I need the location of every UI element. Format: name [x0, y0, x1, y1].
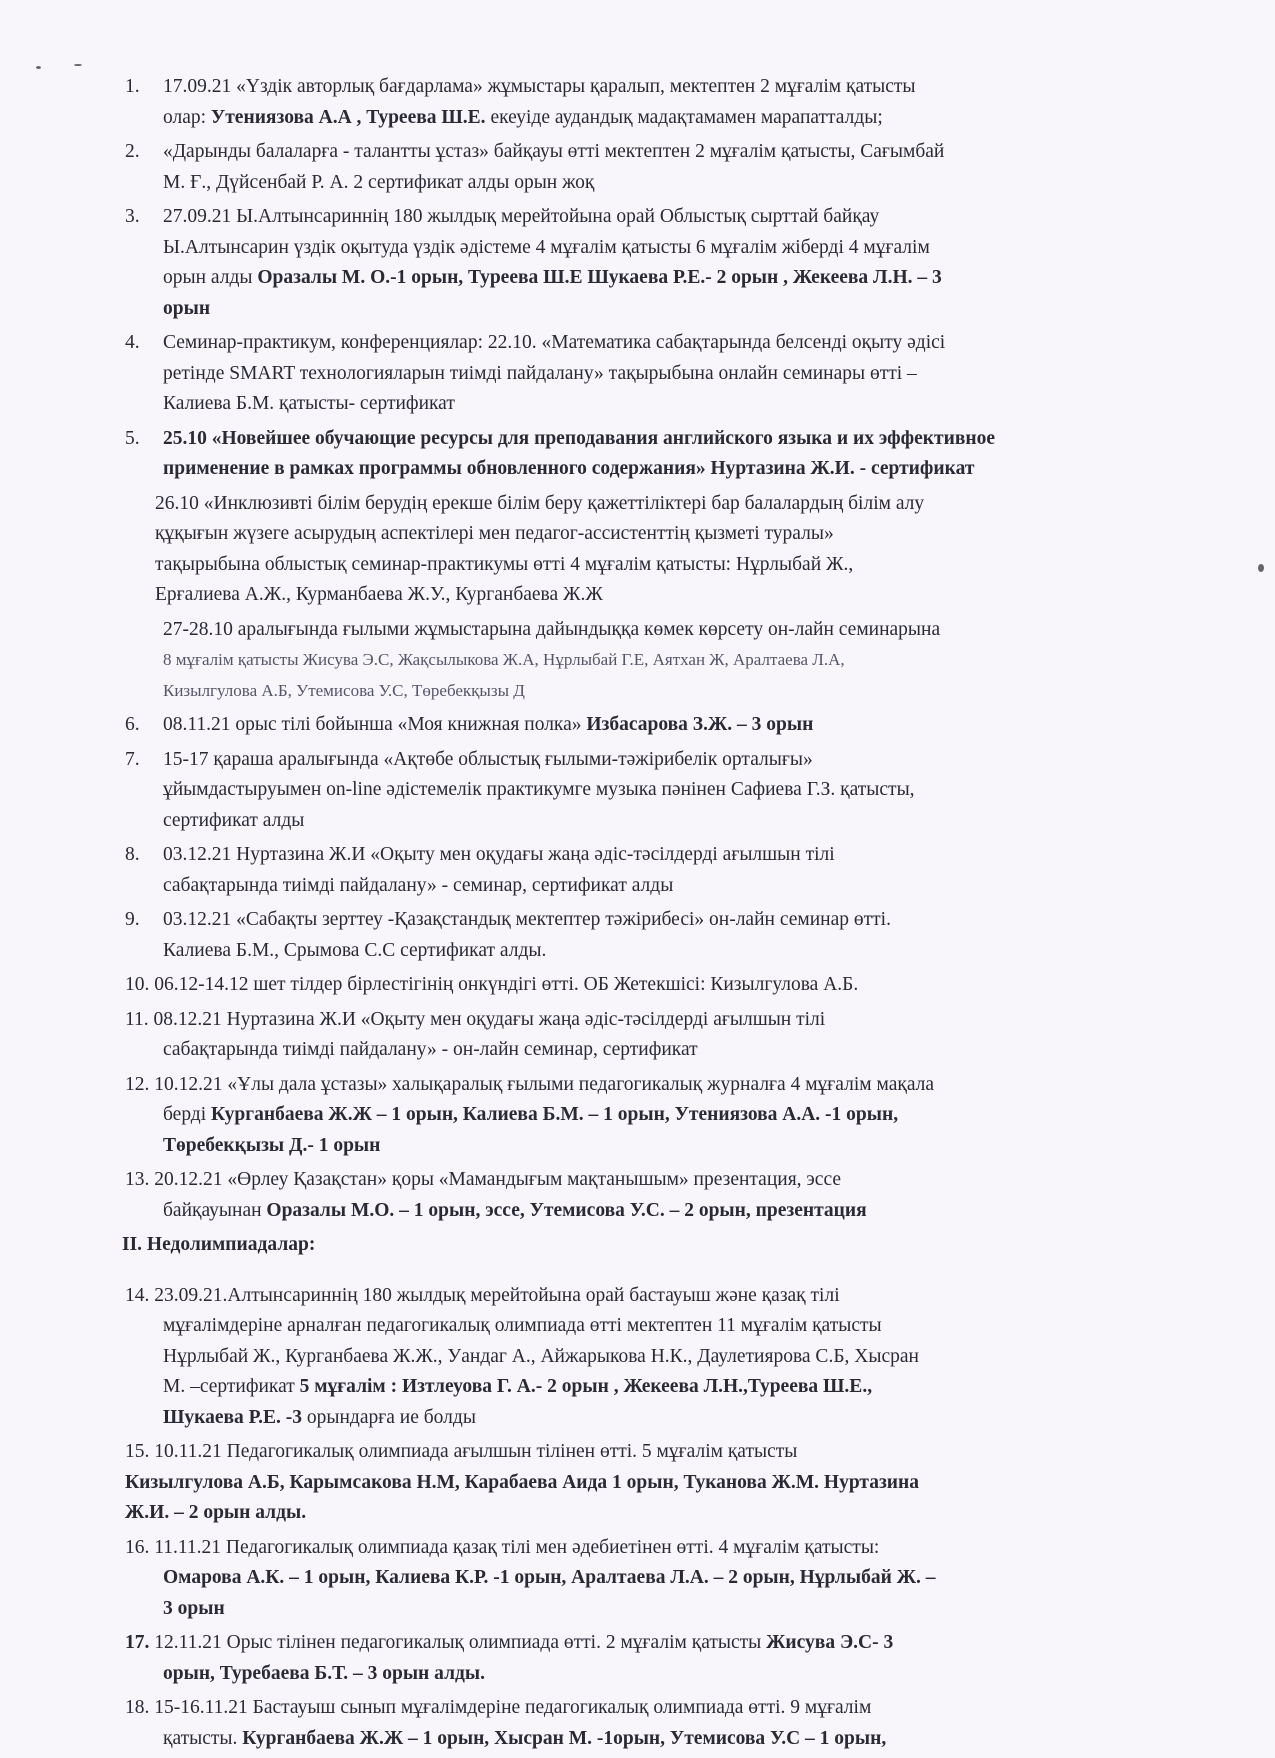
- text-line: [163, 615, 1185, 646]
- text-line: [163, 1724, 1185, 1755]
- item-number: 14.: [125, 1284, 155, 1306]
- list-item: [125, 1281, 1185, 1434]
- item-text: [154, 1441, 797, 1462]
- text-line: [163, 676, 1185, 707]
- list-item: [125, 840, 1185, 901]
- text-run: 06.12-14.12 шет тілдер бірлестігінің онкүндігі өтті. ОБ Жетекшісі: Кизылгулова А.Б.: [154, 974, 859, 995]
- text-run: ұйымдастыруымен on-line әдістемелік практикумге музыка пәнінен Сафиева Г.З. қатысты,: [163, 779, 915, 800]
- item-text: [163, 745, 1185, 837]
- bold-text: Шукаева Р.Е. -3: [163, 1406, 303, 1428]
- bold-text: Төребекқызы Д.- 1 орын: [163, 1134, 381, 1156]
- item-text: [163, 424, 1185, 485]
- text-run: 26.10 «Инклюзивті білім берудің ерекше білім беру қажеттіліктері бар балалардың білім алу: [155, 492, 925, 514]
- item-number: 18.: [125, 1697, 155, 1718]
- text-run: сабақтарында тиімді пайдалану» - он-лайн семинар, сертификат: [163, 1039, 698, 1060]
- text-run: 10.12.21 «Ұлы дала ұстазы» халықаралық ғылыми педагогикалық журналға 4 мұғалім мақала: [154, 1073, 935, 1095]
- list-item: [125, 202, 1185, 324]
- text-line: [163, 424, 1185, 455]
- text-run: Ерғалиева А.Ж., Курманбаева Ж.У., Курганбаева Ж.Ж: [155, 584, 603, 605]
- text-run: орындарға ие болды: [302, 1406, 476, 1428]
- item-text: [163, 328, 1185, 420]
- text-line: [163, 1659, 1185, 1690]
- text-line: [163, 454, 1185, 485]
- text-line: [163, 72, 1185, 103]
- item-continuation: [125, 1724, 1185, 1755]
- text-line: [154, 1074, 934, 1095]
- text-run: құқығын жүзеге асырудың аспектілері мен педагог-ассистенттің қызметі туралы»: [155, 523, 834, 544]
- text-line: [125, 1498, 1185, 1529]
- text-line: [163, 905, 1185, 936]
- text-line: [163, 389, 1185, 420]
- list-item: [125, 1628, 1185, 1689]
- item-text: [163, 137, 1185, 198]
- item-text: [154, 1285, 839, 1306]
- bold-text: 5 мұғалім : Изтлеуова Г. А.- 2 орын , Жекеева Л.Н.,Туреева Ш.Е.,: [299, 1376, 873, 1397]
- text-run: 8 мұғалім қатысты Жисува Э.С, Жақсылыкова Ж.А, Нұрлыбай Г.Е, Аятхан Ж, Аралтаева Л.А,: [163, 650, 845, 669]
- text-line: [154, 1537, 879, 1558]
- text-line: [163, 1342, 1185, 1373]
- section-heading: II. Недолимпиадалар:: [122, 1234, 316, 1255]
- item-number: 13.: [125, 1169, 155, 1190]
- bold-text: Избасарова З.Ж. – 3 орын: [586, 714, 814, 735]
- bold-text: Курганбаева Ж.Ж – 1 орын, Калиева Б.М. – 1 орын, Утениязова А.А. -1 орын,: [211, 1104, 899, 1125]
- text-line: [155, 489, 1185, 520]
- item-continuation: [125, 1035, 1185, 1066]
- list-item: [125, 1005, 1185, 1066]
- bold-text: Оразалы М.О. – 1 орын, эссе, Утемисова У.С. – 2 орын, презентация: [266, 1199, 867, 1221]
- bold-text: 3 орын: [163, 1597, 225, 1619]
- bold-text: Омарова А.К. – 1 орын, Калиева К.Р. -1 орын, Аралтаева Л.А. – 2 орын, Нұрлыбай Ж. –: [163, 1567, 936, 1588]
- numbered-list: [125, 72, 1185, 485]
- text-run: 10.11.21 Педагогикалық олимпиада ағылшын тілінен өтті. 5 мұғалім қатысты: [154, 1441, 798, 1462]
- text-line: [155, 550, 1185, 581]
- sub-item-26-10: [125, 489, 1185, 611]
- text-run: 12.11.21 Орыс тілінен педагогикалық олимпиада өтті. 2 мұғалім қатысты: [154, 1632, 767, 1653]
- item-text: [163, 202, 1185, 324]
- item-number: 4.: [125, 332, 140, 353]
- text-line: [155, 519, 1185, 550]
- text-line: [163, 775, 1185, 806]
- text-line: [163, 103, 1185, 134]
- text-run: Калиева Б.М., Срымова С.С сертификат алды.: [163, 939, 547, 961]
- scan-speck: [1258, 564, 1264, 572]
- item-continuation: [125, 1311, 1185, 1433]
- text-line: [163, 1594, 1185, 1625]
- text-run: ретінде SMART технологияларын тиімді пайдалану» тақырыбына онлайн семинары өтті –: [163, 362, 917, 384]
- list-item: [125, 745, 1185, 837]
- text-line: [163, 1372, 1185, 1403]
- item-number: 16.: [125, 1536, 155, 1558]
- text-line: [163, 871, 1185, 902]
- list-item: [125, 710, 1185, 741]
- scan-speck: [36, 66, 41, 69]
- bold-text: орын, Туребаева Б.Т. – 3 орын алды.: [163, 1662, 485, 1684]
- text-run: сертификат алды: [163, 809, 305, 831]
- item-number: 3.: [125, 206, 140, 227]
- text-line: [163, 840, 1185, 871]
- item-text: [154, 1009, 826, 1030]
- item-number: 2.: [125, 141, 140, 162]
- text-run: 20.12.21 «Өрлеу Қазақстан» қоры «Мамандығым мақтанышым» презентация, эссе: [154, 1169, 841, 1190]
- bold-text: 25.10 «Новейшее обучающие ресурсы для преподавания английского языка и их эффективное: [163, 427, 996, 449]
- list-item: [125, 1533, 1185, 1625]
- scan-speck: [74, 64, 82, 66]
- item-number: 8.: [125, 844, 140, 865]
- text-run: Семинар-практикум, конференциялар: 22.10. «Математика сабақтарында белсенді оқыту әдісі: [163, 332, 946, 353]
- item-continuation: [125, 1468, 1185, 1529]
- document-body: [122, 72, 1185, 1758]
- list-item: [125, 1693, 1185, 1754]
- text-line: [163, 328, 1185, 359]
- list-item: [125, 970, 1185, 1001]
- item-text: [154, 1697, 871, 1718]
- text-line: [163, 645, 1185, 676]
- text-run: 03.12.21 «Сабақты зерттеу -Қазақстандық мектептер тәжірибесі» он-лайн семинар өтті.: [163, 909, 891, 930]
- bold-text: применение в рамках программы обновленного содержания» Нуртазина Ж.И. - сертификат: [163, 458, 975, 479]
- text-line: [163, 806, 1185, 837]
- text-line: [163, 1196, 1185, 1227]
- list-item: [125, 424, 1185, 485]
- text-run: тақырыбына облыстық семинар-практикумы өтті 4 мұғалім қатысты: Нұрлыбай Ж.,: [155, 553, 854, 575]
- item-continuation: [125, 1100, 1185, 1161]
- item-number: 5.: [125, 427, 140, 449]
- text-line: [125, 1468, 1185, 1499]
- text-line: [163, 936, 1185, 967]
- text-run: Кизылгулова А.Б, Утемисова У.С, Төребекқызы Д: [163, 680, 525, 700]
- text-run: Калиева Б.М. қатысты- сертификат: [163, 393, 455, 414]
- text-line: [163, 263, 1185, 294]
- list-item: [125, 905, 1185, 966]
- bold-text: Жисува Э.С- 3: [766, 1632, 894, 1653]
- item-number: 10.: [125, 974, 155, 995]
- bold-text: Ж.И. – 2 орын алды.: [125, 1502, 307, 1523]
- bold-text: Курганбаева Ж.Ж – 1 орын, Хысран М. -1орын, Утемисова У.С – 1 орын,: [242, 1727, 887, 1749]
- text-run: 27-28.10 аралығында ғылыми жұмыстарына дайындыққа көмек көрсету он-лайн семинарына: [163, 618, 941, 640]
- text-run: 08.11.21 орыс тілі бойынша «Моя книжная полка»: [163, 714, 587, 735]
- text-run: олар:: [163, 106, 211, 128]
- text-line: [163, 1403, 1185, 1434]
- text-run: 17.09.21 «Үздік авторлық бағдарлама» жұмыстары қаралып, мектептен 2 мұғалім қатысты: [163, 76, 916, 97]
- text-run: мұғалімдеріне арналған педагогикалық олимпиада өтті мектептен 11 мұғалім қатысты: [163, 1315, 882, 1336]
- text-line: [155, 580, 1185, 611]
- text-run: екеуіде аудандық мадақтамамен марапатталды;: [485, 106, 883, 128]
- text-run: 08.12.21 Нуртазина Ж.И «Оқыту мен оқудағы жаңа әдіс-тәсілдерді ағылшын тілі: [153, 1008, 826, 1030]
- text-run: 23.09.21.Алтынсариннің 180 жылдық мерейтойына орай бастауыш және қазақ тілі: [154, 1284, 840, 1306]
- item-text: [154, 1074, 934, 1095]
- item-number: 6.: [125, 714, 140, 735]
- text-run: орын алды: [163, 267, 258, 288]
- list-item: [125, 72, 1185, 133]
- text-run: Ы.Алтынсарин үздік оқытуда үздік әдістеме 4 мұғалім қатысты 6 мұғалім жіберді 4 мұғалім: [163, 236, 930, 258]
- text-run: сабақтарында тиімді пайдалану» - семинар, сертификат алды: [163, 874, 674, 896]
- text-line: [154, 1169, 841, 1190]
- text-run: 27.09.21 Ы.Алтынсариннің 180 жылдық мерейтойына орай Облыстық сырттай байқау: [163, 206, 880, 227]
- item-continuation: [125, 1563, 1185, 1624]
- text-run: байқауынан: [163, 1199, 267, 1221]
- text-line: [163, 1035, 1185, 1066]
- item-continuation: [125, 1196, 1185, 1227]
- list-item: [125, 1437, 1185, 1529]
- numbered-list: [125, 710, 1185, 1226]
- text-line: [154, 1285, 839, 1306]
- text-run: «Дарынды балаларға - талантты ұстаз» байқауы өтті мектептен 2 мұғалім қатысты, Сағымбай: [163, 141, 945, 162]
- item-number: 9.: [125, 909, 140, 930]
- item-text: [163, 710, 1185, 741]
- text-run: М. Ғ., Дүйсенбай Р. А. 2 сертификат алды орын жоқ: [163, 171, 595, 193]
- item-text: [163, 905, 1185, 966]
- item-text: [163, 72, 1185, 133]
- item-number: 1.: [125, 76, 140, 97]
- bold-text: Утениязова А.А , Туреева Ш.Е.: [210, 106, 486, 128]
- text-line: [163, 137, 1185, 168]
- text-line: [163, 1563, 1185, 1594]
- item-number: 11.: [125, 1008, 154, 1030]
- list-item: [125, 137, 1185, 198]
- text-line: [163, 710, 1185, 741]
- text-run: Нұрлыбай Ж., Курганбаева Ж.Ж., Уандаг А., Айжарыкова Н.К., Даулетиярова С.Б, Хысран: [163, 1345, 919, 1367]
- list-item: [125, 1070, 1185, 1162]
- text-run: 11.11.21 Педагогикалық олимпиада қазақ тілі мен әдебиетінен өтті. 4 мұғалім қатысты:: [154, 1536, 880, 1558]
- text-run: қатысты.: [163, 1727, 243, 1749]
- text-line: [163, 294, 1185, 325]
- text-line: [154, 1009, 826, 1030]
- text-line: [163, 1131, 1185, 1162]
- text-run: берді: [163, 1104, 212, 1125]
- item-text: [154, 1169, 841, 1190]
- list-item: [125, 328, 1185, 420]
- bold-text: орын: [163, 297, 211, 319]
- item-text: [163, 840, 1185, 901]
- text-line: [163, 1100, 1185, 1131]
- item-text: [154, 974, 858, 995]
- text-line: [163, 233, 1185, 264]
- text-line: [163, 745, 1185, 776]
- item-number: 17.: [125, 1632, 155, 1653]
- item-text: [154, 1632, 893, 1653]
- text-line: [154, 974, 858, 995]
- text-run: 15-17 қараша аралығында «Ақтөбе облыстық ғылыми-тәжірибелік орталығы»: [163, 748, 813, 770]
- item-text: [154, 1537, 879, 1558]
- item-number: 12.: [125, 1073, 155, 1095]
- text-line: [154, 1632, 893, 1653]
- text-line: [163, 1311, 1185, 1342]
- list-item: [125, 1165, 1185, 1226]
- sub-item-27-10: [125, 615, 1185, 707]
- item-number: 15.: [125, 1441, 155, 1462]
- bold-text: Оразалы М. О.-1 орын, Туреева Ш.Е Шукаева Р.Е.- 2 орын , Жекеева Л.Н. – 3: [257, 267, 942, 288]
- bold-text: Кизылгулова А.Б, Карымсакова Н.М, Карабаева Аида 1 орын, Туканова Ж.М. Нуртазина: [125, 1471, 920, 1493]
- text-run: 15-16.11.21 Бастауыш сынып мұғалімдеріне педагогикалық олимпиада өтті. 9 мұғалім: [154, 1697, 872, 1718]
- numbered-list: [125, 1281, 1185, 1755]
- text-line: [154, 1441, 797, 1462]
- text-line: [163, 359, 1185, 390]
- text-line: [163, 168, 1185, 199]
- item-number: 7.: [125, 748, 140, 770]
- text-run: 03.12.21 Нуртазина Ж.И «Оқыту мен оқудағы жаңа әдіс-тәсілдерді ағылшын тілі: [163, 844, 835, 865]
- text-run: М. –сертификат: [163, 1376, 300, 1397]
- item-continuation: [125, 1659, 1185, 1690]
- text-line: [163, 202, 1185, 233]
- text-line: [154, 1697, 871, 1718]
